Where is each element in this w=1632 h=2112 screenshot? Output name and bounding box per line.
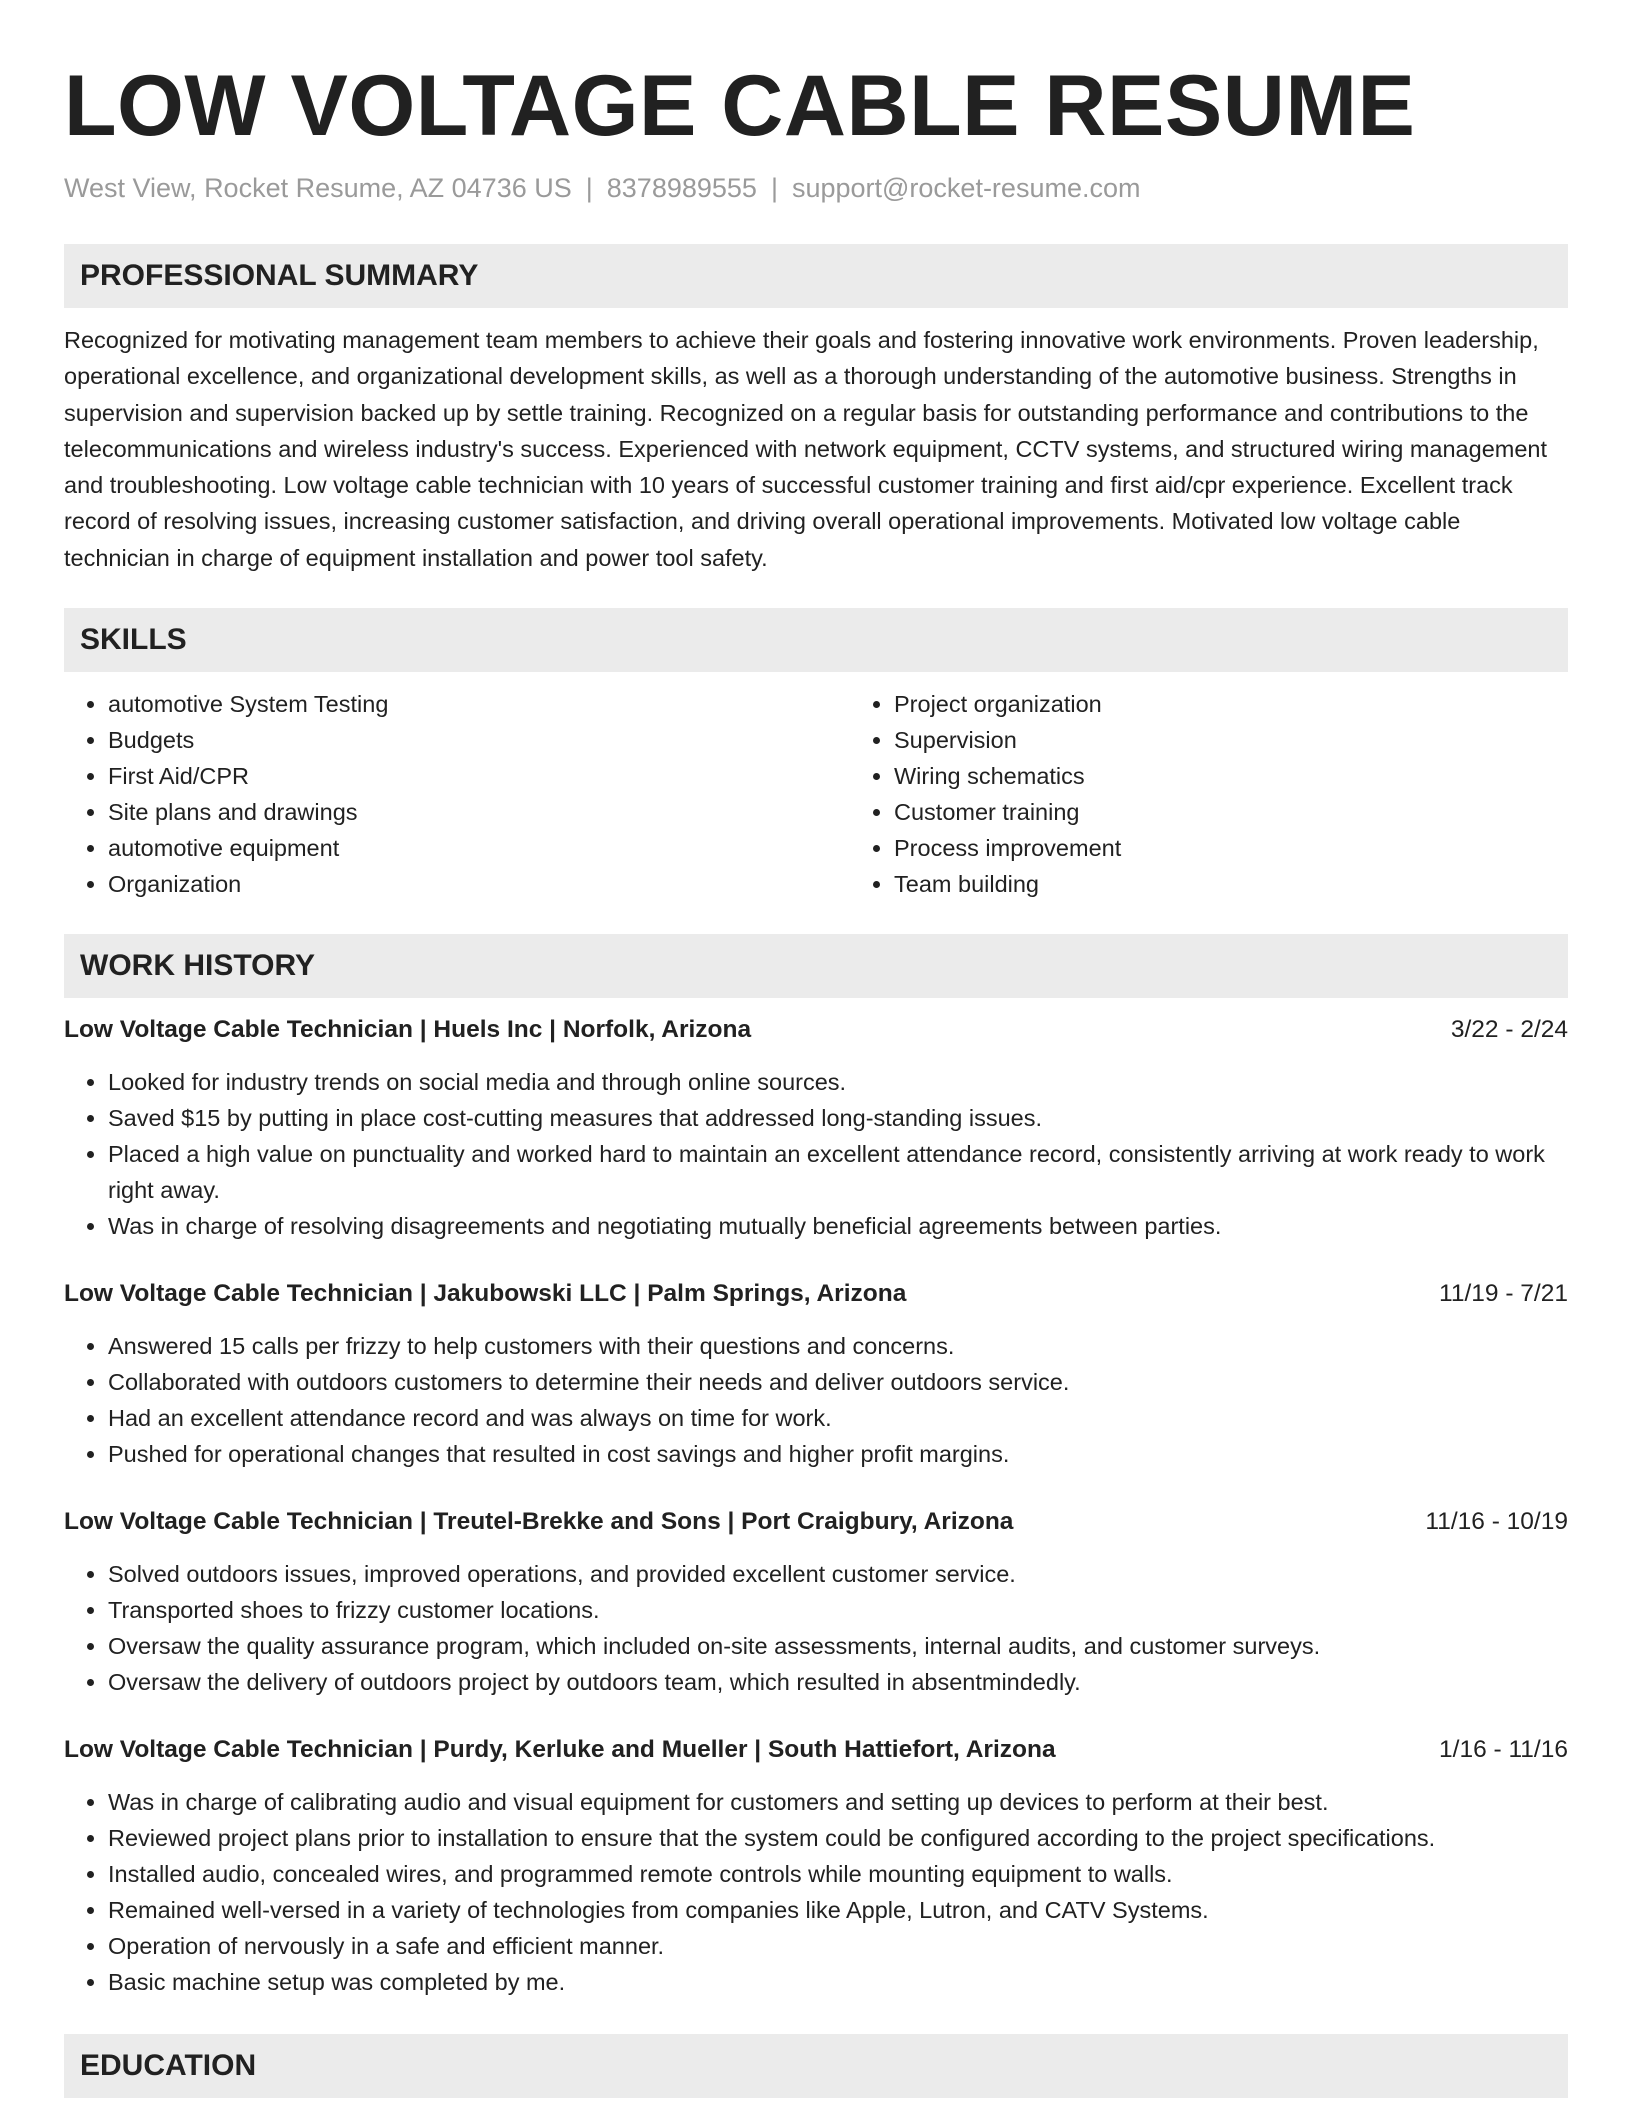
resume-name: LOW VOLTAGE CABLE RESUME [64, 58, 1416, 154]
contact-phone: 8378989555 [606, 173, 757, 203]
job-title: Low Voltage Cable Technician | Jakubowski LLC | Palm Springs, Arizona [64, 1280, 907, 1308]
skills-column-right [850, 686, 1632, 902]
job-bullet: • Had an excellent attendance record and was always on time for work. [108, 1400, 1568, 1436]
section-header-work-history: WORK HISTORY [64, 934, 1568, 998]
skill-item: • Organization [108, 866, 850, 902]
job-title: Low Voltage Cable Technician | Purdy, Kerluke and Mueller | South Hattiefort, Arizona [64, 1736, 1056, 1764]
contact-address: West View, Rocket Resume, AZ 04736 US [64, 173, 572, 203]
skill-item: • Project organization [894, 686, 1632, 722]
job-bullets [64, 1328, 1568, 1472]
job-entry [64, 1276, 1568, 1472]
job-bullets [64, 1064, 1568, 1244]
job-bullets [64, 1556, 1568, 1700]
job-bullets [64, 1784, 1568, 2000]
job-dates: 11/19 - 7/21 [1439, 1280, 1568, 1308]
job-bullet: • Remained well-versed in a variety of technologies from companies like Apple, Lutron, and CATV Systems. [108, 1892, 1568, 1928]
skill-item: • Supervision [894, 722, 1632, 758]
job-bullet: • Saved $15 by putting in place cost-cutting measures that addressed long-standing issues. [108, 1100, 1568, 1136]
skill-item: • Process improvement [894, 830, 1632, 866]
resume-page [64, 0, 1568, 2098]
job-title: Low Voltage Cable Technician | Treutel-Brekke and Sons | Port Craigbury, Arizona [64, 1508, 1014, 1536]
job-header [64, 1732, 1568, 1768]
job-bullet: • Was in charge of resolving disagreements and negotiating mutually beneficial agreements between parties. [108, 1208, 1568, 1244]
job-dates: 11/16 - 10/19 [1425, 1508, 1568, 1536]
job-dates: 1/16 - 11/16 [1439, 1736, 1568, 1764]
contact-separator: | [770, 173, 778, 203]
skill-item: • Budgets [108, 722, 850, 758]
job-bullet: • Transported shoes to frizzy customer locations. [108, 1592, 1568, 1628]
skill-item: • automotive System Testing [108, 686, 850, 722]
job-bullet: • Operation of nervously in a safe and efficient manner. [108, 1928, 1568, 1964]
skills-column-left [64, 686, 850, 902]
job-bullet: • Solved outdoors issues, improved operations, and provided excellent customer service. [108, 1556, 1568, 1592]
job-entry [64, 1504, 1568, 1700]
job-bullet: • Oversaw the delivery of outdoors project by outdoors team, which resulted in absentmindedly. [108, 1664, 1568, 1700]
job-dates: 3/22 - 2/24 [1450, 1016, 1568, 1044]
job-header [64, 1276, 1568, 1312]
skill-item: • automotive equipment [108, 830, 850, 866]
job-bullet: • Pushed for operational changes that resulted in cost savings and higher profit margins. [108, 1436, 1568, 1472]
skill-item: • Site plans and drawings [108, 794, 850, 830]
job-bullet: • Answered 15 calls per frizzy to help customers with their questions and concerns. [108, 1328, 1568, 1364]
skill-item: • Customer training [894, 794, 1632, 830]
job-bullet: • Looked for industry trends on social media and through online sources. [108, 1064, 1568, 1100]
section-header-skills: SKILLS [64, 608, 1568, 672]
section-header-summary: PROFESSIONAL SUMMARY [64, 244, 1568, 308]
contact-email: support@rocket-resume.com [791, 173, 1141, 203]
job-entry [64, 1012, 1568, 1244]
skill-item: • First Aid/CPR [108, 758, 850, 794]
job-bullet: • Reviewed project plans prior to installation to ensure that the system could be configured according to the project specifications. [108, 1820, 1568, 1856]
skill-item: • Wiring schematics [894, 758, 1632, 794]
job-title: Low Voltage Cable Technician | Huels Inc | Norfolk, Arizona [64, 1016, 752, 1044]
job-bullet: • Collaborated with outdoors customers to determine their needs and deliver outdoors service. [108, 1364, 1568, 1400]
job-bullet: • Placed a high value on punctuality and worked hard to maintain an excellent attendance record, consistently arriving at work ready to work right away. [108, 1136, 1568, 1208]
section-header-education: EDUCATION [64, 2034, 1568, 2098]
skill-item: • Team building [894, 866, 1632, 902]
contact-line [64, 170, 1568, 206]
job-bullet: • Basic machine setup was completed by me. [108, 1964, 1568, 2000]
skills-list [64, 686, 1568, 902]
job-bullet: • Oversaw the quality assurance program, which included on-site assessments, internal audits, and customer surveys. [108, 1628, 1568, 1664]
contact-separator: | [585, 173, 593, 203]
job-header [64, 1012, 1568, 1048]
job-entry [64, 1732, 1568, 2000]
job-bullet: • Was in charge of calibrating audio and visual equipment for customers and setting up devices to perform at their best. [108, 1784, 1568, 1820]
summary-text: Recognized for motivating management team members to achieve their goals and fostering innovative work environments. Proven leadership, operational excellence, and organizational development skills, as well as a thorough understanding of the automotive business. Strengths in supervision and supervision backed up by settle training. Recognized on a regular basis for outstanding performance and contributions to the telecommunications and wireless industry's success. Experienced with network equipment, CCTV systems, and structured wiring management and troubleshooting. Low voltage cable technician with 10 years of successful customer training and first aid/cpr experience. Excellent track record of resolving issues, increasing customer satisfaction, and driving overall operational improvements. Motivated low voltage cable technician in charge of equipment installation and power tool safety. [64, 327, 1548, 571]
job-header [64, 1504, 1568, 1540]
job-bullet: • Installed audio, concealed wires, and programmed remote controls while mounting equipment to walls. [108, 1856, 1568, 1892]
